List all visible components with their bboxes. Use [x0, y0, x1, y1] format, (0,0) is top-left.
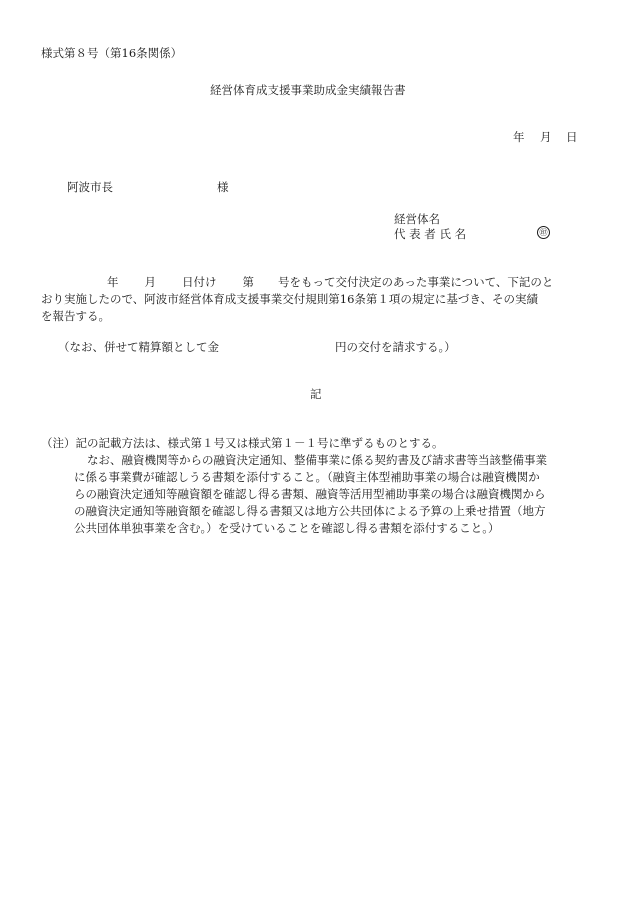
document-title: 経営体育成支援事業助成金実績報告書: [210, 83, 406, 97]
seal-mark: [537, 226, 550, 239]
body-day: 日付け: [182, 275, 217, 289]
note-line-2: なお、融資機関等からの融資決定通知、整備事業に係る契約書及び請求書等当該整備事業: [87, 453, 547, 467]
date-month: 月: [540, 130, 552, 144]
body-line-1: [41, 274, 589, 291]
settlement-suffix: 円の交付を請求する。）: [335, 340, 456, 354]
addressee-honorific: 様: [217, 180, 229, 194]
body-line-2: おり実施したので、阿波市経営体育成支援事業交付規則第16条第１項の規定に基づき、その実績: [41, 292, 538, 306]
date-day: 日: [566, 130, 578, 144]
seal-glyph: ㊞: [539, 228, 548, 237]
note-line-4: らの融資決定通知等融資額を確認し得る書類、融資等活用型補助事業の場合は融資機関から: [74, 487, 546, 501]
form-number: 様式第８号（第16条関係）: [41, 46, 183, 60]
settlement-prefix: （なお、併せて精算額として金: [58, 340, 219, 354]
note-line-3: に係る事業費が確認しうる書類を添付すること。（融資主体型補助事業の場合は融資機関か: [74, 470, 540, 484]
body-line-1-rest: 号をもって交付決定のあった事業について、下記のと: [278, 275, 554, 289]
date-year: 年: [513, 130, 525, 144]
body-line-3: を報告する。: [41, 309, 110, 323]
body-year: 年: [107, 275, 119, 289]
entity-name-label: 経営体名: [394, 212, 440, 226]
note-line-5: の融資決定通知等融資額を確認し得る書類又は地方公共団体による予算の上乗せ措置（地方: [74, 504, 546, 518]
notes-block: [41, 435, 601, 537]
body-month: 月: [144, 275, 156, 289]
ki-heading: 記: [310, 387, 322, 401]
note-line-6: 公共団体単独事業を含む。）を受けていることを確認し得る書類を添付すること。）: [74, 521, 500, 535]
representative-label: 代 表 者 氏 名: [394, 227, 467, 241]
body-paragraph: [41, 274, 589, 325]
addressee-name: 阿波市長: [67, 180, 113, 194]
note-line-1: （注）記の記載方法は、様式第１号又は様式第１－１号に準ずるものとする。: [41, 436, 444, 450]
body-number: 第: [242, 275, 254, 289]
